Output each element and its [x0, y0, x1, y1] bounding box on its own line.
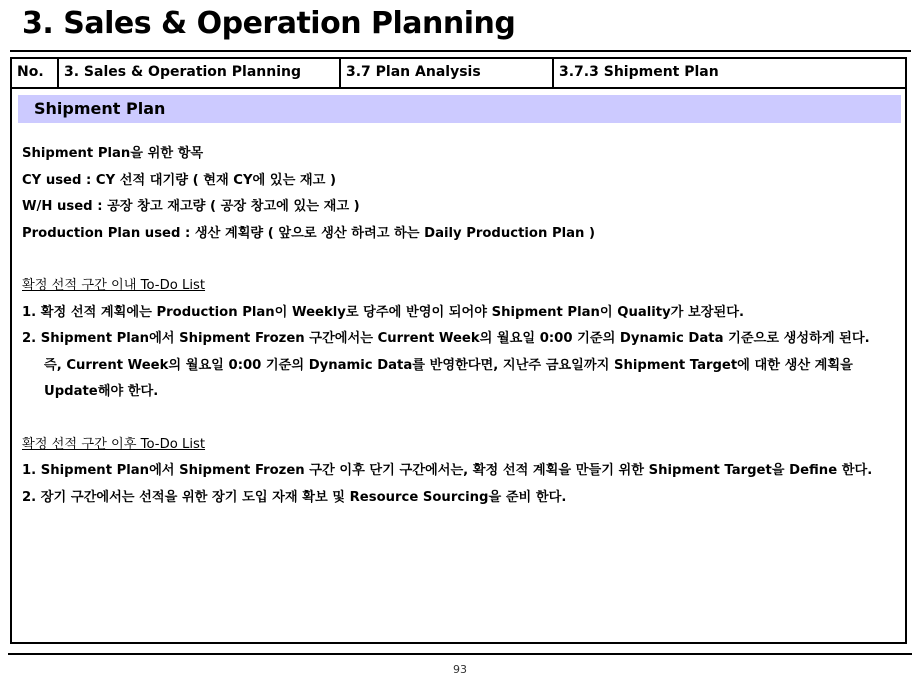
todo-item: 2. Shipment Plan에서 Shipment Frozen 구간에서는 Current Week의 월요일 0:00 기준의 Dynamic Data 기준으로 생성하게 된다. [22, 331, 870, 346]
todo-item: 1. 확정 선적 계획에는 Production Plan이 Weekly로 당주에 반영이 되어야 Shipment Plan이 Quality가 보장된다. [22, 304, 744, 320]
section-title: Shipment Plan [18, 95, 901, 123]
page-number: 93 [453, 663, 467, 676]
header-row [12, 59, 905, 89]
todo-heading-after: 확정 선적 구간 이후 To-Do List [22, 436, 206, 452]
todo-heading-within: 확정 선적 구간 이내 To-Do List [22, 278, 206, 293]
header-chapter: 3. Sales & Operation Planning [59, 59, 341, 87]
todo-item-continued: Update해야 한다. [44, 384, 159, 399]
bottom-divider [8, 653, 912, 655]
top-divider [10, 50, 911, 52]
header-no: No. [12, 59, 59, 87]
intro-line: Shipment Plan을 위한 항목 [22, 146, 204, 161]
content-box [10, 57, 907, 644]
todo-item-continued: 즉, Current Week의 월요일 0:00 기준의 Dynamic Data를 반영한다면, 지난주 금요일까지 Shipment Target에 대한 생산 계획을 [44, 357, 853, 373]
intro-line: W/H used : 공장 창고 재고량 ( 공장 창고에 있는 재고 ) [22, 199, 360, 214]
page-title: 3. Sales & Operation Planning [22, 6, 516, 41]
intro-line: Production Plan used : 생산 계획량 ( 앞으로 생산 하려고 하는 Daily Production Plan ) [22, 225, 596, 241]
intro-line: CY used : CY 선적 대기량 ( 현재 CY에 있는 재고 ) [22, 172, 337, 188]
todo-item: 2. 장기 구간에서는 선적을 위한 장기 도입 자재 확보 및 Resource Sourcing을 준비 한다. [22, 489, 567, 505]
header-section: 3.7 Plan Analysis [341, 59, 554, 87]
header-subsection: 3.7.3 Shipment Plan [559, 64, 719, 80]
body-text [22, 141, 899, 511]
todo-item: 1. Shipment Plan에서 Shipment Frozen 구간 이후 단기 구간에서는, 확정 선적 계획을 만들기 위한 Shipment Target을 Define 한다. [22, 463, 873, 478]
